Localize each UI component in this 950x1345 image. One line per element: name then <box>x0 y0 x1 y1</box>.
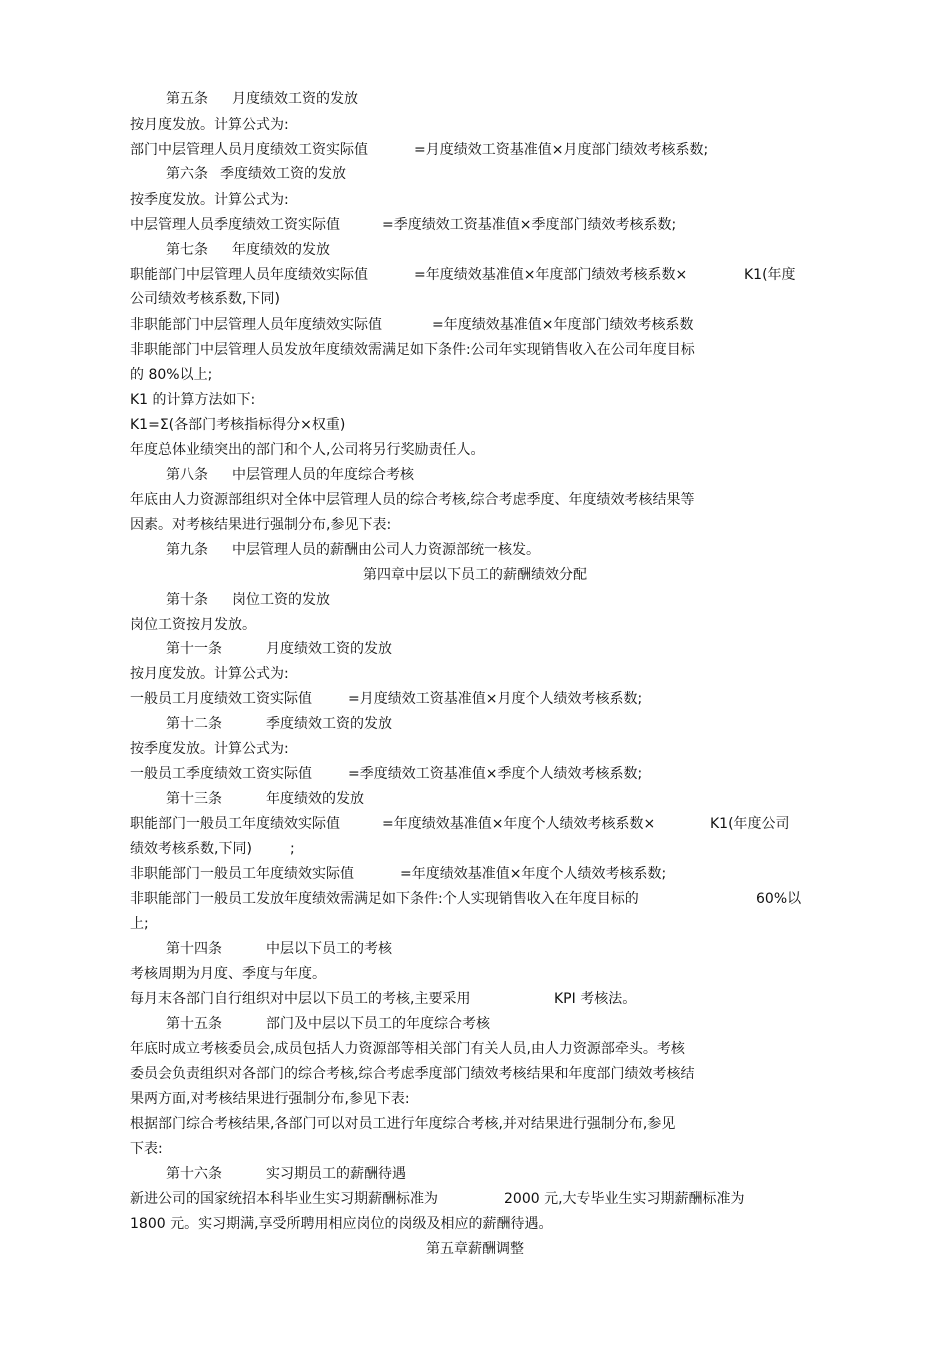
paragraph-line: K1 的计算方法如下: <box>130 392 256 408</box>
paragraph-line: 1800 元。实习期满,享受所聘用相应岗位的岗级及相应的薪酬待遇。 <box>130 1216 553 1232</box>
chapter-5-title: 第五章薪酬调整 <box>426 1241 524 1257</box>
paragraph-line: 下表: <box>130 1141 163 1157</box>
paragraph-line: 非职能部门中层管理人员发放年度绩效需满足如下条件:公司年实现销售收入在公司年度目标 <box>130 342 695 358</box>
paragraph-line: 按季度发放。计算公式为: <box>130 192 289 208</box>
paragraph-line: 岗位工资按月发放。 <box>130 617 256 633</box>
paragraph-line: 考核周期为月度、季度与年度。 <box>130 966 326 982</box>
paragraph-line: 果两方面,对考核结果进行强制分布,参见下表: <box>130 1091 410 1107</box>
paragraph-line: 公司绩效考核系数,下同) <box>130 291 280 307</box>
paragraph-line: 的 80%以上; <box>130 367 213 383</box>
paragraph-line: 按月度发放。计算公式为: <box>130 666 289 682</box>
paragraph-line: 上; <box>130 916 149 932</box>
document-page: 第五条 月度绩效工资的发放 按月度发放。计算公式为: 部门中层管理人员月度绩效工资实际值 =月度绩效工资基准值×月度部门绩效考核系数; 第六条 季度绩效工资的发放 按季度发放。计算公式为: 中层管理人员季度绩效工资实际值 =季度绩效工资基准值×季度部门绩效考核系数; 第七条 年度绩效的发放 职能部门中层管理人员年度绩效实际值 =年度绩效基准值×年度部门绩效考核系数× K1(年度 公司绩效考核系数,下同) 非职能部门中层管理人员年度绩效实际值 =年度绩效基准值×年度部门绩效考核系数 非职能部门中层管理人员发放年度绩效需满足如下条件:公司年实现销售收入在公司年度目标 的 80%以上; K1 的计算方法如下: K1=Σ(各部门考核指标得分×权重) 年度总体业绩突出的部门和个人,公司将另行奖励责任人。 第八条 中层管理人员的年度综合考核 年底由人力资源部组织对全体中层管理人员的综合考核,综合考虑季度、年度绩效考核结果等 因素。对考核结果进行强制分布,参见下表: 第九条 中层管理人员的薪酬由公司人力资源部统一核发。 第四章中层以下员工的薪酬绩效分配 第十条 岗位工资的发放 岗位工资按月发放。 第十一条 月度绩效工资的发放 按月度发放。计算公式为: 一般员工月度绩效工资实际值 =月度绩效工资基准值×月度个人绩效考核系数; 第十二条 季度绩效工资的发放 按季度发放。计算公式为: 一般员工季度绩效工资实际值 =季度绩效工资基准值×季度个人绩效考核系数; 第十三条 年度绩效的发放 职能部门一般员工年度绩效实际值 =年度绩效基准值×年度个人绩效考核系数× K1(年度公司 绩效考核系数,下同) ; 非职能部门一般员工年度绩效实际值 =年度绩效基准值×年度个人绩效考核系数; 非职能部门一般员工发放年度绩效需满足如下条件:个人实现销售收入在年度目标的 60%以 上; 第十四条 中层以下员工的考核 考核周期为月度、季度与年度。 每月末各部门自行组织对中层以下员工的考核,主要采用 KPI 考核法。 第十五条 部门及中层以下员工的年度综合考核 年底时成立考核委员会,成员包括人力资源部等相关部门有关人员,由人力资源部牵头。考核 委员会负责组织对各部门的综合考核,综合考虑季度部门绩效考核结果和年度部门绩效考核结 果两方面,对考核结果进行强制分布,参见下表: 根据部门综合考核结果,各部门可以对员工进行年度综合考核,并对结果进行强制分布,参见 下表: 第十六条 实习期员工的薪酬待遇 新进公司的国家统招本科毕业生实习期薪酬标准为 2000 元,大专毕业生实习期薪酬标准为 1800 元。实习期满,享受所聘用相应岗位的岗级及相应的薪酬待遇。 第五章薪酬调整 <box>0 0 950 1345</box>
paragraph-line: 年底由人力资源部组织对全体中层管理人员的综合考核,综合考虑季度、年度绩效考核结果等 <box>130 492 695 508</box>
paragraph-line: 按季度发放。计算公式为: <box>130 741 289 757</box>
paragraph-line: 按月度发放。计算公式为: <box>130 117 289 133</box>
paragraph-line: 年度总体业绩突出的部门和个人,公司将另行奖励责任人。 <box>130 442 485 458</box>
chapter-4-title: 第四章中层以下员工的薪酬绩效分配 <box>363 567 587 583</box>
formula-line: K1=Σ(各部门考核指标得分×权重) <box>130 417 346 433</box>
paragraph-line: 根据部门综合考核结果,各部门可以对员工进行年度综合考核,并对结果进行强制分布,参见 <box>130 1116 676 1132</box>
paragraph-line: 年底时成立考核委员会,成员包括人力资源部等相关部门有关人员,由人力资源部牵头。考核 <box>130 1041 685 1057</box>
paragraph-line: 因素。对考核结果进行强制分布,参见下表: <box>130 517 392 533</box>
paragraph-line: 委员会负责组织对各部门的综合考核,综合考虑季度部门绩效考核结果和年度部门绩效考核结 <box>130 1066 695 1082</box>
